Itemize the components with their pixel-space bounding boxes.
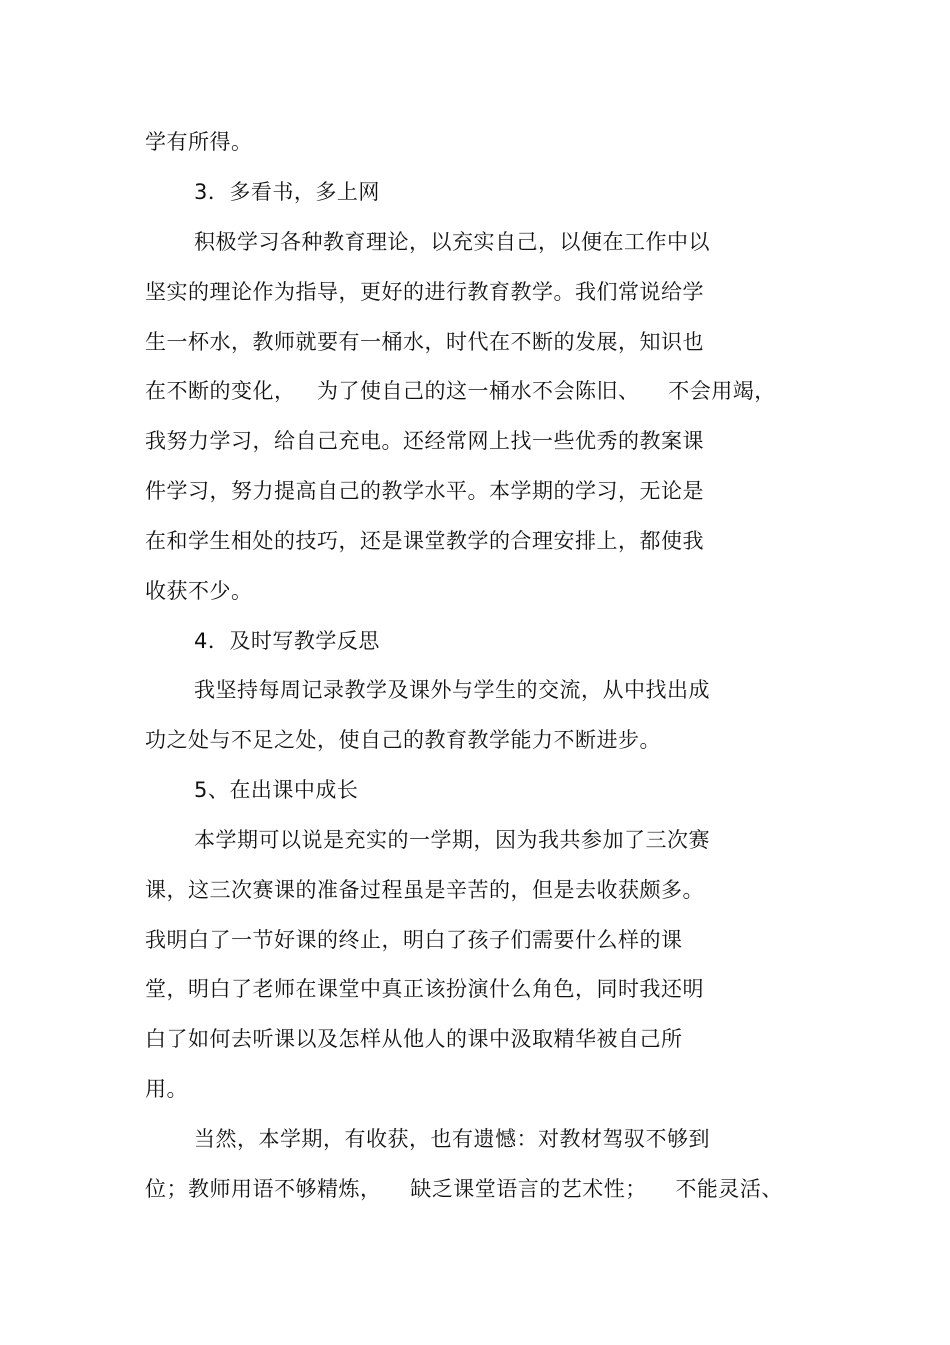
heading-4: 4．及时写教学反思 (194, 629, 380, 653)
text-line-12: 我坚持每周记录教学及课外与学生的交流，从中找出成 (194, 678, 710, 702)
text-line-20: 用。 (145, 1077, 188, 1101)
text-line-9: 在和学生相处的技巧，还是课堂教学的合理安排上，都使我 (145, 529, 704, 553)
text-line-5: 生一杯水，教师就要有一桶水，时代在不断的发展，知识也 (145, 330, 704, 354)
text-line-22: 位；教师用语不够精炼， 缺乏课堂语言的艺术性； 不能灵活、 (145, 1177, 783, 1201)
text-line-16: 课，这三次赛课的准备过程虽是辛苦的，但是去收获颇多。 (145, 878, 704, 902)
text-line-4: 坚实的理论作为指导，更好的进行教育教学。我们常说给学 (145, 280, 704, 304)
text-line-1: 学有所得。 (145, 130, 253, 154)
text-line-6: 在不断的变化， 为了使自己的这一桶水不会陈旧、 不会用竭， (145, 379, 776, 403)
text-line-18: 堂，明白了老师在课堂中真正该扮演什么角色，同时我还明 (145, 977, 704, 1001)
text-line-19: 白了如何去听课以及怎样从他人的课中汲取精华被自己所 (145, 1027, 683, 1051)
heading-3: 3．多看书，多上网 (194, 180, 380, 204)
heading-5: 5、在出课中成长 (194, 778, 359, 802)
text-line-3: 积极学习各种教育理论，以充实自己，以便在工作中以 (194, 230, 710, 254)
text-line-17: 我明白了一节好课的终止，明白了孩子们需要什么样的课 (145, 928, 683, 952)
text-line-15: 本学期可以说是充实的一学期，因为我共参加了三次赛 (194, 828, 710, 852)
text-line-7: 我努力学习，给自己充电。还经常网上找一些优秀的教案课 (145, 429, 704, 453)
text-line-21: 当然，本学期，有收获，也有遗憾：对教材驾驭不够到 (194, 1127, 710, 1151)
text-line-8: 件学习，努力提高自己的教学水平。本学期的学习，无论是 (145, 479, 704, 503)
text-line-13: 功之处与不足之处，使自己的教育教学能力不断进步。 (145, 728, 661, 752)
text-line-10: 收获不少。 (145, 579, 253, 603)
